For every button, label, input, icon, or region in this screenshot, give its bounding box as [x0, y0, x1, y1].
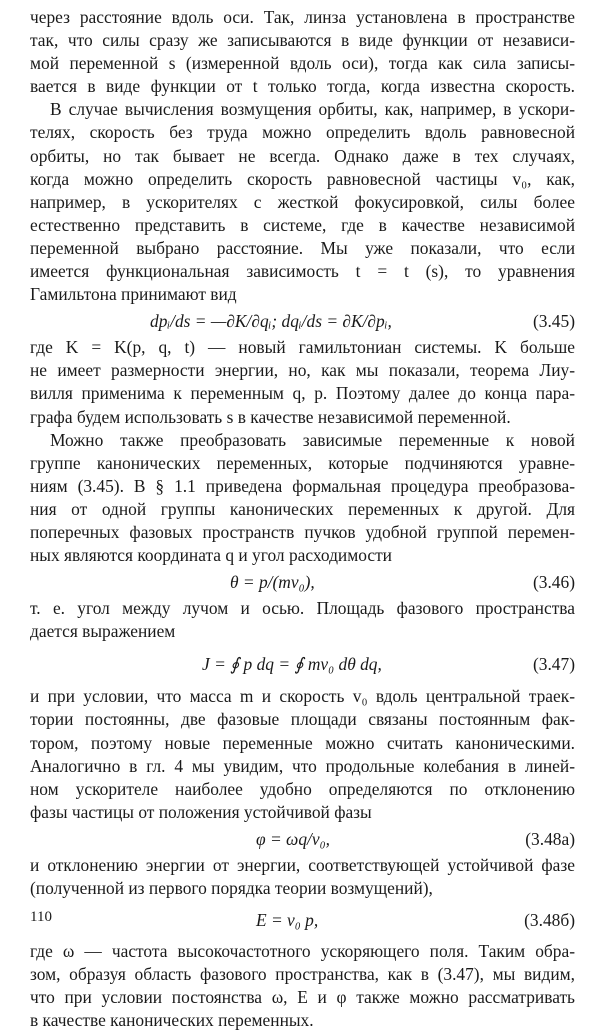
paragraph-5 — [30, 685, 575, 824]
equation-number: (3.45) — [532, 311, 575, 332]
text-line: тором, поэтому новые переменные можно считать каноническими. — [30, 732, 575, 753]
equation-number: (3.46) — [532, 572, 575, 593]
text-line: что при условии постоянства ω, E и φ также можно рассматривать — [30, 987, 575, 1008]
text-line: поперечных фазовых пространств пучков удобной группой перемен- — [30, 521, 575, 542]
paragraph-4 — [30, 597, 575, 643]
equation-3-45 — [30, 306, 575, 336]
text-line: фазы частицы от положения устойчивой фазы — [30, 801, 372, 822]
text-line: переменной выбрано расстояние. Мы уже показали, что если — [30, 237, 575, 258]
text-line: ных являются координата q и угол расходимости — [30, 545, 392, 566]
text-line: дается выражением — [30, 621, 176, 642]
text-line: ниям (3.45). В § 1.1 приведена формальная процедура преобразова- — [30, 475, 575, 496]
equation-body: E = v₀ p, — [256, 910, 319, 931]
text-line: телях, скорость без труда можно определить вдоль равновесной — [30, 122, 575, 143]
text-line: вается в виде функции от t только тогда, когда известна скорость. — [30, 76, 575, 97]
equation-body: φ = ωq/v₀, — [256, 828, 330, 849]
equation-body: dpᵢ/ds = —∂K/∂qᵢ; dqᵢ/ds = ∂K/∂pᵢ, — [150, 311, 392, 332]
text-line: Аналогично в гл. 4 мы увидим, что продольные колебания в линей- — [30, 755, 575, 776]
equation-body: J = ∮ p dq = ∮ mv₀ dθ dq, — [202, 654, 382, 675]
text-line: В случае вычисления возмущения орбиты, как, например, в ускори- — [50, 99, 575, 120]
paragraph-3 — [30, 429, 575, 568]
text-line: не имеет размерности энергии, но, как мы показали, теорема Лиу- — [30, 360, 575, 381]
equation-3-47 — [30, 643, 575, 685]
equation-3-46 — [30, 567, 575, 597]
paragraph-2 — [30, 336, 575, 428]
paragraph-7 — [30, 940, 575, 1032]
text-line: зом, образуя область фазового пространства, как в (3.47), мы видим, — [30, 964, 575, 985]
equation-number: (3.47) — [532, 654, 575, 675]
text-line: мой переменной s (измеренной вдоль оси), тогда как сила записы- — [30, 53, 575, 74]
text-line: имеется функциональная зависимость t = t (s), то уравнения — [30, 261, 575, 282]
text-line: (полученной из первого порядка теории возмущений), — [30, 878, 433, 898]
text-line: в качестве канонических переменных. — [30, 1010, 314, 1031]
text-line: Гамильтона принимают вид — [30, 284, 237, 305]
text-line: естественно представить в системе, где в качестве независимой — [30, 214, 575, 235]
text-line: и отклонению энергии от энергии, соответствующей устойчивой фазе — [30, 854, 575, 875]
equation-3-48a — [30, 824, 575, 854]
paragraph-1 — [30, 6, 575, 306]
text-line: ном ускорителе наиболее удобно определяются по отклонению — [30, 778, 575, 799]
text-line: тории постоянны, две фазовые площади связаны постоянным фак- — [30, 709, 575, 730]
text-line: через расстояние вдоль оси. Так, линза установлена в пространстве — [30, 7, 575, 27]
text-line: где K = K(p, q, t) — новый гамильтониан системы. K больше — [30, 337, 575, 358]
text-line: орбиты, но так бывает не всегда. Однако даже в тех случаях, — [30, 145, 575, 166]
page-body — [30, 6, 575, 1032]
equation-3-48b — [30, 900, 575, 940]
text-line: группе канонических переменных, которые подчиняются уравне- — [30, 452, 575, 473]
text-line: где ω — частота высокочастотного ускоряющего поля. Таким обра- — [30, 941, 575, 962]
paragraph-6 — [30, 854, 575, 900]
equation-number: (3.48б) — [524, 910, 575, 931]
equation-body: θ = p/(mv₀), — [230, 572, 315, 593]
text-line: вилля применима к переменным q, p. Поэтому далее до конца пара- — [30, 383, 575, 404]
text-line: ния от одной группы канонических переменных к другой. Для — [30, 498, 575, 519]
text-line: например, в ускорителях с жесткой фокусировкой, силы более — [30, 191, 575, 212]
equation-number: (3.48а) — [525, 828, 575, 849]
page-number: 110 — [30, 909, 52, 925]
text-line: графа будем использовать s в качестве независимой переменной. — [30, 406, 511, 427]
text-line: и при условии, что масса m и скорость v₀ вдоль центральной траек- — [30, 686, 575, 707]
text-line: так, что силы сразу же записываются в виде функции от независи- — [30, 30, 575, 51]
text-line: Можно также преобразовать зависимые переменные к новой — [50, 429, 575, 450]
text-line: когда можно определить скорость равновесной частицы v₀, как, — [30, 168, 575, 189]
text-line: т. е. угол между лучом и осью. Площадь фазового пространства — [30, 598, 575, 619]
